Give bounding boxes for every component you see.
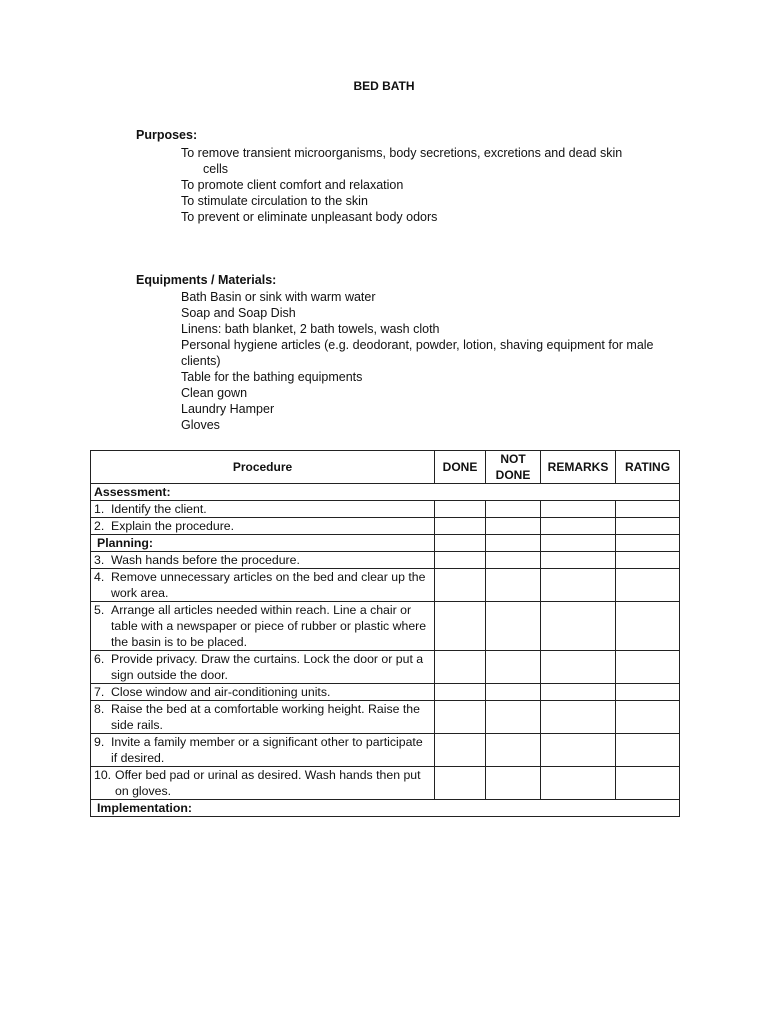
rating-cell[interactable] — [616, 552, 680, 569]
step-text: Wash hands before the procedure. — [111, 553, 300, 567]
not-done-cell[interactable] — [486, 684, 541, 701]
materials-list — [181, 289, 681, 433]
step-number: 9. — [94, 735, 105, 749]
purpose-item: To promote client comfort and relaxation — [181, 178, 404, 192]
step-number: 4. — [94, 570, 105, 584]
table-row — [91, 569, 680, 602]
material-item: Bath Basin or sink with warm water — [181, 290, 376, 304]
rating-cell[interactable] — [616, 684, 680, 701]
remarks-cell[interactable] — [541, 651, 616, 684]
header-done: DONE — [435, 451, 486, 484]
step-text: Arrange all articles needed within reach. Line a chair or table with a newspaper or piece of rubber or plastic where the basin is to be placed. — [111, 603, 427, 649]
rating-cell[interactable] — [616, 651, 680, 684]
step-text: Raise the bed at a comfortable working height. Raise the side rails. — [111, 702, 420, 732]
not-done-cell[interactable] — [486, 552, 541, 569]
header-remarks: REMARKS — [541, 451, 616, 484]
rating-cell[interactable] — [616, 518, 680, 535]
table-row — [91, 602, 680, 651]
not-done-cell[interactable] — [486, 501, 541, 518]
rating-cell[interactable] — [616, 701, 680, 734]
rating-cell[interactable] — [616, 767, 680, 800]
purpose-item: To prevent or eliminate unpleasant body odors — [181, 210, 438, 224]
procedure-step — [91, 734, 435, 767]
table-row — [91, 734, 680, 767]
step-number: 6. — [94, 652, 105, 666]
material-item: Linens: bath blanket, 2 bath towels, wash cloth — [181, 322, 440, 336]
done-cell[interactable] — [435, 767, 486, 800]
procedure-step — [91, 501, 435, 518]
procedure-step — [91, 651, 435, 684]
done-cell[interactable] — [435, 501, 486, 518]
table-header-row — [91, 451, 680, 484]
procedure-step — [91, 518, 435, 535]
header-procedure: Procedure — [91, 451, 435, 484]
not-done-cell[interactable] — [486, 734, 541, 767]
table-row — [91, 701, 680, 734]
not-done-cell[interactable] — [486, 518, 541, 535]
table-row — [91, 767, 680, 800]
remarks-cell[interactable] — [541, 767, 616, 800]
header-not-done: NOT DONE — [486, 451, 541, 484]
materials-heading: Equipments / Materials: — [136, 273, 277, 287]
table-row — [91, 651, 680, 684]
not-done-cell[interactable] — [486, 651, 541, 684]
remarks-cell[interactable] — [541, 684, 616, 701]
procedure-step — [91, 602, 435, 651]
rating-cell[interactable] — [616, 734, 680, 767]
done-cell[interactable] — [435, 602, 486, 651]
material-item: Gloves — [181, 418, 220, 432]
step-text: Provide privacy. Draw the curtains. Lock the door or put a sign outside the door. — [111, 652, 424, 682]
step-number: 8. — [94, 702, 105, 716]
step-text: Offer bed pad or urinal as desired. Wash hands then put on gloves. — [115, 768, 421, 798]
step-number: 10. — [94, 768, 112, 782]
procedure-step — [91, 569, 435, 602]
procedure-step — [91, 684, 435, 701]
procedure-step — [91, 552, 435, 569]
step-number: 2. — [94, 519, 105, 533]
done-cell[interactable] — [435, 518, 486, 535]
material-item: Table for the bathing equipments — [181, 370, 363, 384]
material-item: Laundry Hamper — [181, 402, 275, 416]
table-row — [91, 552, 680, 569]
remarks-cell[interactable] — [541, 501, 616, 518]
material-item: Personal hygiene articles (e.g. deodorant, powder, lotion, shaving equipment for male clients) — [181, 338, 654, 368]
procedure-step — [91, 701, 435, 734]
step-number: 1. — [94, 502, 105, 516]
material-item: Soap and Soap Dish — [181, 306, 296, 320]
table-row — [91, 684, 680, 701]
material-item: Clean gown — [181, 386, 248, 400]
section-label-implementation: Implementation: — [91, 800, 680, 817]
remarks-cell[interactable] — [541, 569, 616, 602]
rating-cell[interactable] — [616, 501, 680, 518]
section-label-planning: Planning: — [91, 535, 435, 552]
not-done-cell[interactable] — [486, 569, 541, 602]
done-cell[interactable] — [435, 651, 486, 684]
done-cell[interactable] — [435, 701, 486, 734]
step-text: Identify the client. — [111, 502, 207, 516]
document-title: BED BATH — [353, 79, 415, 93]
remarks-cell[interactable] — [541, 701, 616, 734]
step-text: Remove unnecessary articles on the bed and clear up the work area. — [111, 570, 426, 600]
step-text: Invite a family member or a significant other to participate if desired. — [111, 735, 423, 765]
done-cell[interactable] — [435, 684, 486, 701]
purpose-item-continuation: cells — [203, 162, 229, 176]
remarks-cell[interactable] — [541, 734, 616, 767]
section-label-assessment: Assessment: — [91, 484, 680, 501]
not-done-cell[interactable] — [486, 602, 541, 651]
table-row — [91, 501, 680, 518]
remarks-cell[interactable] — [541, 518, 616, 535]
purposes-list — [181, 145, 681, 225]
section-row-implementation — [91, 800, 680, 817]
done-cell[interactable] — [435, 734, 486, 767]
table-row — [91, 518, 680, 535]
purpose-item: To remove transient microorganisms, body secretions, excretions and dead skin — [181, 146, 623, 160]
step-number: 5. — [94, 603, 105, 617]
procedure-step — [91, 767, 435, 800]
step-text: Explain the procedure. — [111, 519, 235, 533]
section-row-planning — [91, 535, 680, 552]
not-done-cell[interactable] — [486, 767, 541, 800]
rating-cell[interactable] — [616, 569, 680, 602]
purposes-heading: Purposes: — [136, 128, 198, 142]
done-cell[interactable] — [435, 552, 486, 569]
remarks-cell[interactable] — [541, 552, 616, 569]
section-row-assessment — [91, 484, 680, 501]
step-number: 7. — [94, 685, 105, 699]
step-number: 3. — [94, 553, 105, 567]
rating-cell[interactable] — [616, 602, 680, 651]
procedure-checklist-table — [90, 450, 680, 817]
purpose-item: To stimulate circulation to the skin — [181, 194, 368, 208]
header-rating: RATING — [616, 451, 680, 484]
done-cell[interactable] — [435, 569, 486, 602]
step-text: Close window and air-conditioning units. — [111, 685, 331, 699]
remarks-cell[interactable] — [541, 602, 616, 651]
not-done-cell[interactable] — [486, 701, 541, 734]
